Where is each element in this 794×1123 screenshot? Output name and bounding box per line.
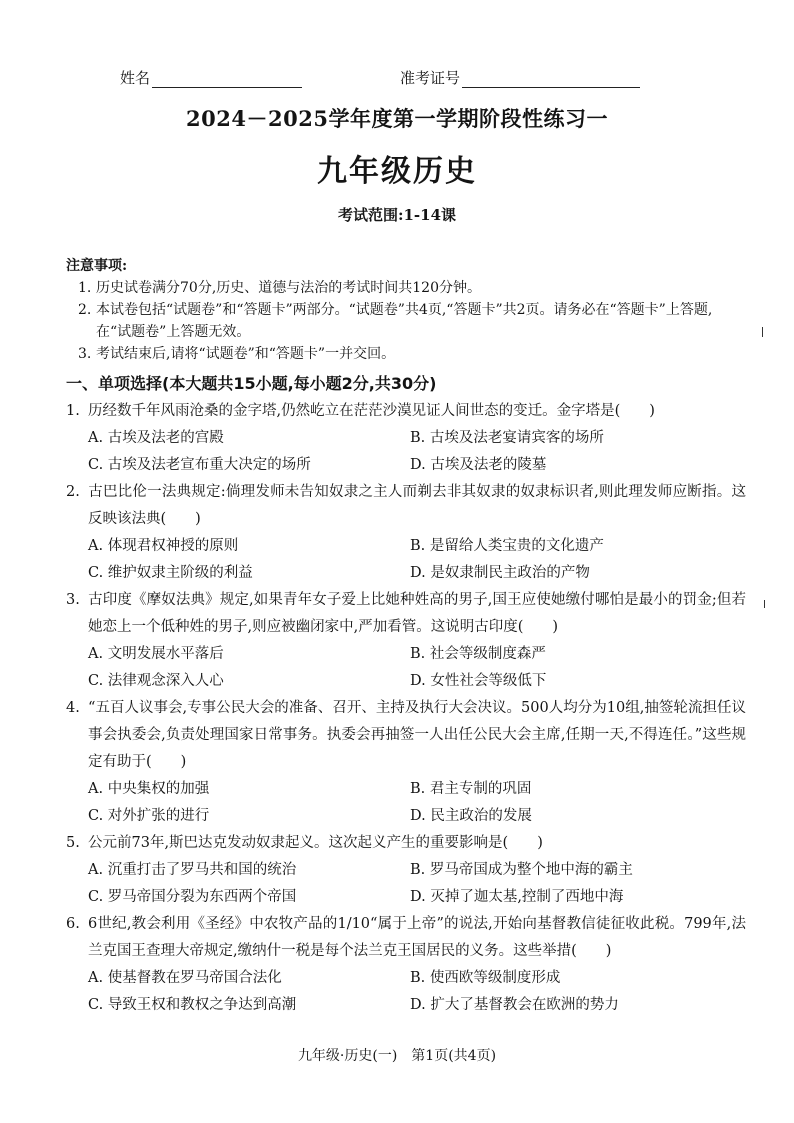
exam-title: 2024－2025学年度第一学期阶段性练习一 xyxy=(186,106,608,131)
name-blank-line xyxy=(152,71,302,88)
question-list xyxy=(66,398,746,1019)
question-text: 公元前73年,斯巴达克发动奴隶起义。这次起义产生的重要影响是( ) xyxy=(88,835,543,851)
note-text: 历史试卷满分70分,历史、道德与法治的考试时间共120分钟。 xyxy=(96,280,481,296)
option-a[interactable]: A. 体现君权神授的原则 xyxy=(88,538,239,554)
notes-block xyxy=(66,255,746,365)
option-c[interactable]: C. 罗马帝国分裂为东西两个帝国 xyxy=(88,889,297,905)
question-stem xyxy=(66,587,746,641)
notes-heading: 注意事项: xyxy=(66,258,128,274)
option-d[interactable]: D. 灭掉了迦太基,控制了西地中海 xyxy=(410,889,624,905)
name-field[interactable] xyxy=(120,67,302,88)
option-b[interactable]: B. 古埃及法老宴请宾客的场所 xyxy=(410,430,604,446)
question-text: 古巴比伦一法典规定:倘理发师未告知奴隶之主人而剃去非其奴隶的奴隶标识者,则此理发师应断指。这反映该法典( ) xyxy=(88,484,746,527)
question-number: 6. xyxy=(66,916,80,932)
options-grid xyxy=(66,533,746,587)
note-number: 3. xyxy=(78,346,92,362)
option-d[interactable]: D. 女性社会等级低下 xyxy=(410,673,547,689)
name-label: 姓名 xyxy=(120,69,151,87)
question-number: 4. xyxy=(66,700,80,716)
question-text: “五百人议事会,专事公民大会的准备、召开、主持及执行大会决议。500人均分为10组,抽签轮流担任议事会执委会,负责处理国家日常事务。执委会再抽签一人出任公民大会主席,任期一天,不得连任。”这些规定有助于( ) xyxy=(88,700,746,770)
scan-mark xyxy=(762,327,763,337)
option-b[interactable]: B. 君主专制的巩固 xyxy=(410,781,532,797)
note-item xyxy=(66,343,746,365)
options-grid xyxy=(66,425,746,479)
candidate-info-row xyxy=(0,63,794,91)
subject-title: 九年级历史 xyxy=(317,154,477,189)
option-d[interactable]: D. 是奴隶制民主政治的产物 xyxy=(410,565,590,581)
option-a[interactable]: A. 使基督教在罗马帝国合法化 xyxy=(88,970,282,986)
exam-id-blank-line xyxy=(462,71,640,88)
option-c[interactable]: C. 古埃及法老宣布重大决定的场所 xyxy=(88,457,311,473)
option-a[interactable]: A. 古埃及法老的宫殿 xyxy=(88,430,224,446)
question-text: 古印度《摩奴法典》规定,如果青年女子爱上比她种姓高的男子,国王应使她缴付哪怕是最小的罚金;但若她恋上一个低种姓的男子,则应被幽闭家中,严加看管。这说明古印度( ) xyxy=(88,592,746,635)
option-b[interactable]: B. 是留给人类宝贵的文化遗产 xyxy=(410,538,604,554)
exam-scope: 考试范围:1-14课 xyxy=(337,206,457,224)
question-stem xyxy=(66,911,746,965)
option-b[interactable]: B. 使西欧等级制度形成 xyxy=(410,970,561,986)
option-d[interactable]: D. 扩大了基督教会在欧洲的势力 xyxy=(410,997,619,1013)
note-number: 1. xyxy=(78,280,92,296)
option-a[interactable]: A. 文明发展水平落后 xyxy=(88,646,224,662)
question-3 xyxy=(66,587,746,695)
option-c[interactable]: C. 法律观念深入人心 xyxy=(88,673,224,689)
section-title: 一、单项选择(本大题共15小题,每小题2分,共30分) xyxy=(66,374,437,393)
question-stem xyxy=(66,695,746,776)
options-grid xyxy=(66,641,746,695)
question-stem xyxy=(66,398,746,425)
option-d[interactable]: D. 民主政治的发展 xyxy=(410,808,532,824)
options-grid xyxy=(66,857,746,911)
question-1 xyxy=(66,398,746,479)
option-b[interactable]: B. 罗马帝国成为整个地中海的霸主 xyxy=(410,862,633,878)
option-c[interactable]: C. 导致王权和教权之争达到高潮 xyxy=(88,997,297,1013)
question-stem xyxy=(66,830,746,857)
option-c[interactable]: C. 维护奴隶主阶级的利益 xyxy=(88,565,253,581)
question-number: 1. xyxy=(66,403,80,419)
question-number: 5. xyxy=(66,835,80,851)
options-grid xyxy=(66,776,746,830)
options-grid xyxy=(66,965,746,1019)
exam-id-label: 准考证号 xyxy=(400,69,461,87)
option-a[interactable]: A. 中央集权的加强 xyxy=(88,781,210,797)
question-text: 历经数千年风雨沧桑的金字塔,仍然屹立在茫茫沙漠见证人间世态的变迁。金字塔是( ) xyxy=(88,403,655,419)
option-c[interactable]: C. 对外扩张的进行 xyxy=(88,808,210,824)
question-6 xyxy=(66,911,746,1019)
option-b[interactable]: B. 社会等级制度森严 xyxy=(410,646,546,662)
option-a[interactable]: A. 沉重打击了罗马共和国的统治 xyxy=(88,862,297,878)
question-2 xyxy=(66,479,746,587)
note-text: 考试结束后,请将“试题卷”和“答题卡”一并交回。 xyxy=(96,346,396,362)
option-d[interactable]: D. 古埃及法老的陵墓 xyxy=(410,457,547,473)
question-text: 6世纪,教会利用《圣经》中农牧产品的1/10“属于上帝”的说法,开始向基督教信徒征收此税。799年,法兰克国王查理大帝规定,缴纳什一税是每个法兰克王国居民的义务。这些举措( ) xyxy=(88,916,746,959)
question-stem xyxy=(66,479,746,533)
note-number: 2. xyxy=(78,302,92,318)
scan-mark xyxy=(764,600,765,608)
question-5 xyxy=(66,830,746,911)
question-number: 3. xyxy=(66,592,80,608)
question-4 xyxy=(66,695,746,830)
question-number: 2. xyxy=(66,484,80,500)
note-item xyxy=(66,299,746,343)
exam-id-field[interactable] xyxy=(400,67,640,88)
note-item xyxy=(66,277,746,299)
note-text: 本试卷包括“试题卷”和“答题卡”两部分。“试题卷”共4页,“答题卡”共2页。请务必在“答题卡”上答题,在“试题卷”上答题无效。 xyxy=(96,302,713,340)
page-footer: 九年级·历史(一) 第1页(共4页) xyxy=(297,1048,497,1064)
